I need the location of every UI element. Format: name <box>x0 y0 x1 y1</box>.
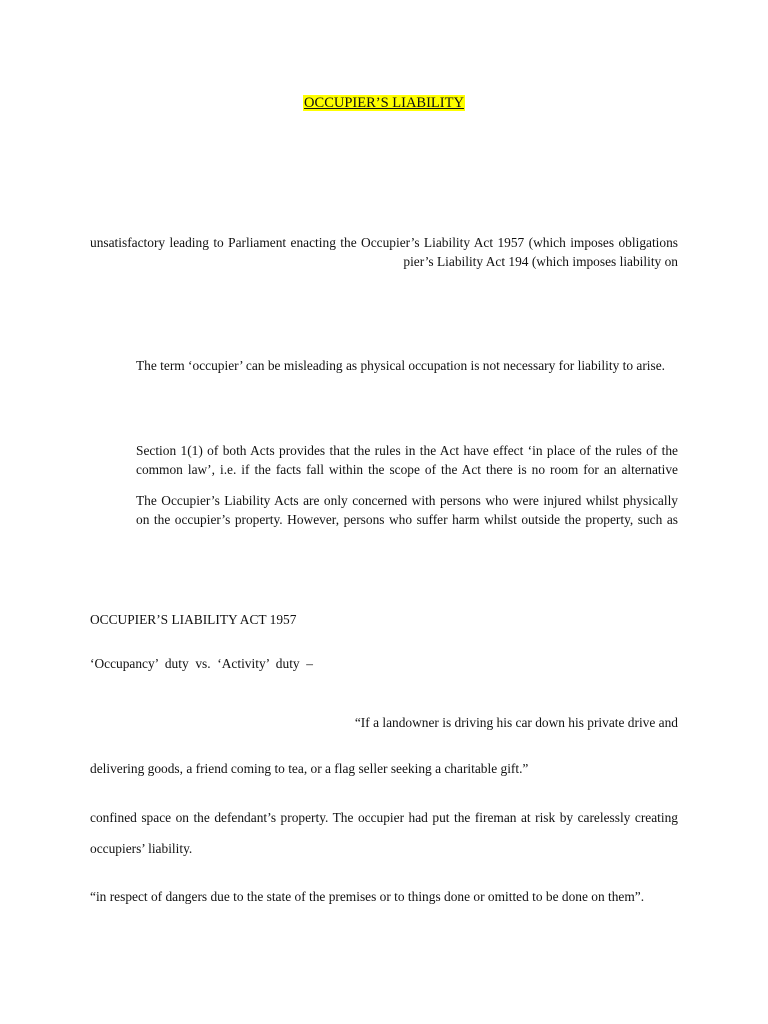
section-paragraph-line-1: Section 1(1) of both Acts provides that the rules in the Act have effect ‘in place of the rules of the <box>136 443 678 458</box>
dangers-quote: “in respect of dangers due to the state of the premises or to things done or omitted to be done on them”. <box>90 889 645 904</box>
section-heading-1957: OCCUPIER’S LIABILITY ACT 1957 <box>90 612 297 627</box>
duty-comparison-line: ‘Occupancy’ duty vs. ‘Activity’ duty – <box>90 656 313 671</box>
page-title-text: OCCUPIER’S LIABILITY <box>304 95 464 111</box>
page-title <box>0 94 768 112</box>
fireman-paragraph-line-2: occupiers’ liability. <box>90 841 193 856</box>
scope-paragraph-line-2: on the occupier’s property. However, persons who suffer harm whilst outside the property, such as <box>136 512 678 527</box>
occupier-term-paragraph: The term ‘occupier’ can be misleading as physical occupation is not necessary for liability to arise. <box>136 358 665 373</box>
scope-paragraph-line-1: The Occupier’s Liability Acts are only concerned with persons who were injured whilst physically <box>136 493 678 508</box>
intro-line-1: unsatisfactory leading to Parliament enacting the Occupier’s Liability Act 1957 (which imposes obligations <box>90 235 678 250</box>
fireman-paragraph-line-1: confined space on the defendant’s property. The occupier had put the fireman at risk by carelessly creating <box>90 810 678 825</box>
section-paragraph-line-2: common law’, i.e. if the facts fall within the scope of the Act there is no room for an alternative <box>136 462 678 477</box>
quote-line-1: “If a landowner is driving his car down his private drive and <box>354 715 678 730</box>
quote-line-2: delivering goods, a friend coming to tea, or a flag seller seeking a charitable gift.” <box>90 761 529 776</box>
intro-line-2: pier’s Liability Act 194 (which imposes liability on <box>403 254 678 269</box>
